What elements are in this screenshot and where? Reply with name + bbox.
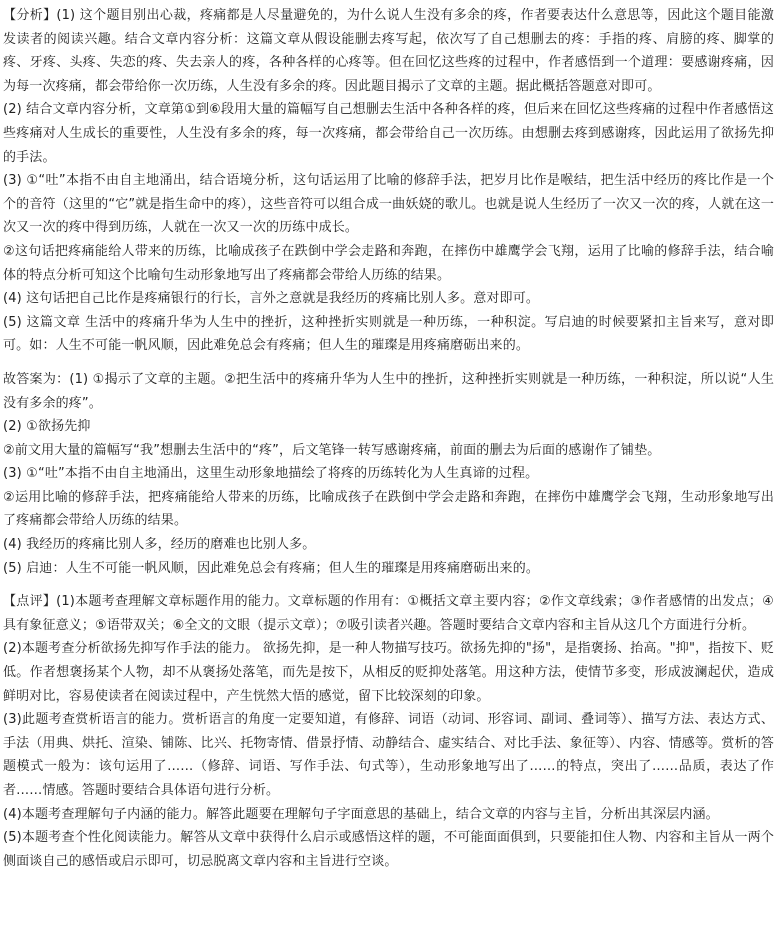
answer-paragraph: ②运用比喻的修辞手法，把疼痛能给人带来的历练，比喻成孩子在跌倒中学会走路和奔跑，在摔伤中雄鹰学会飞翔，生动形象地写出了疼痛都会带给人历练的结果。 [3,489,774,529]
answer-paragraph: ②前文用大量的篇幅写“我”想删去生活中的“疼”，后文笔锋一转写感谢疼痛，前面的删去为后面的感谢作了铺垫。 [3,442,661,458]
answer-paragraph: (3) ①“吐”本指不由自主地涌出，这里生动形象地描绘了将疼的历练转化为人生真谛的过程。 [3,466,539,482]
analysis-paragraph: (4) 这句话把自己比作是疼痛银行的行长，言外之意就是我经历的疼痛比别人多。意对即可。 [3,291,539,307]
analysis-paragraph: 【分析】(1) 这个题目别出心裁，疼痛都是人尽量避免的，为什么说人生没有多余的疼，作者要表达什么意思等，因此这个题目能激发读者的阅读兴趣。结合文章内容分析：这篇文章从假设能删去疼写起，依次写了自己想删去的疼：手指的疼、肩膀的疼、脚掌的疼、牙疼、头疼、失恋的疼、失去亲人的疼，各种各样的心疼等。但在回忆这些疼的过程中，作者感悟到一个道理：要感谢疼痛，因为每一次疼痛，都会带给你一次历练，人生没有多余的疼。因此题目揭示了文章的主题。据此概括答题意对即可。 [3,8,774,94]
analysis-paragraph: (5) 这篇文章 生活中的疼痛升华为人生中的挫折，这种挫折实则就是一种历练，一种积淀。写启迪的时候要紧扣主旨来写，意对即可。如：人生不可能一帆风顺，因此难免总会有疼痛；但人生的璀璨是用疼痛磨砺出来的。 [3,314,774,354]
comment-section [3,590,774,873]
analysis-paragraph: ②这句话把疼痛能给人带来的历练，比喻成孩子在跌倒中学会走路和奔跑，在摔伤中雄鹰学会飞翔，运用了比喻的修辞手法，结合喻体的特点分析可知这个比喻句生动形象地写出了疼痛都会带给人历练的结果。 [3,243,774,283]
analysis-section [3,4,774,358]
analysis-paragraph: (2) 结合文章内容分析，文章第①到⑥段用大量的篇幅写自己想删去生活中各种各样的疼，但后来在回忆这些疼痛的过程中作者感悟这些疼痛对人生成长的重要性，人生没有多余的疼，每一次疼痛，都会带给自己一次历练。由想删去疼到感谢疼，因此运用了欲扬先抑的手法。 [3,102,774,165]
analysis-paragraph: (3) ①“吐”本指不由自主地涌出，结合语境分析，这句话运用了比喻的修辞手法，把岁月比作是喉结，把生活中经历的疼比作是一个个的音符（这里的“它”就是指生命中的疼），这些音符可以组合成一曲妖娆的歌儿。也就是说人生经历了一次又一次的疼，人就在这一次又一次的疼中得到历练，人就在一次又一次的历练中成长。 [3,173,774,236]
answer-paragraph: (5) 启迪：人生不可能一帆风顺，因此难免总会有疼痛；但人生的璀璨是用疼痛磨砺出来的。 [3,560,539,576]
comment-paragraph: (3)此题考查赏析语言的能力。赏析语言的角度一定要知道，有修辞、词语（动词、形容词、副词、叠词等）、描写方法、表达方式、手法（用典、烘托、渲染、铺陈、比兴、托物寄情、借景抒情、动静结合、虚实结合、对比手法、象征等）、内容、情感等。赏析的答题模式一般为：该句运用了……（修辞、词语、写作手法、句式等），生动形象地写出了……的特点，突出了……品质，表达了作者……情感。答题时要结合具体语句进行分析。 [3,712,774,798]
answer-paragraph: 故答案为：(1) ①揭示了文章的主题。②把生活中的疼痛升华为人生中的挫折，这种挫折实则就是一种历练，一种积淀，所以说“人生没有多余的疼”。 [3,371,774,411]
comment-paragraph: (4)本题考查理解句子内涵的能力。解答此题要在理解句子字面意思的基础上，结合文章的内容与主旨，分析出其深层内涵。 [3,806,719,822]
comment-paragraph: 【点评】(1)本题考查理解文章标题作用的能力。文章标题的作用有：①概括文章主要内容；②作文章线索；③作者感情的出发点；④具有象征意义；⑤语带双关；⑥全文的文眼（提示文章）；⑦吸引读者兴趣。答题时要结合文章内容和主旨从这几个方面进行分析。 [3,594,774,633]
comment-paragraph: (2)本题考查分析欲扬先抑写作手法的能力。 欲扬先抑，是一种人物描写技巧。欲扬先抑的"扬"，是指褒扬、抬高。"抑"，指按下、贬低。作者想褒扬某个人物，却不从褒扬处落笔，而先是按下，从相反的贬抑处落笔。用这种方法，使情节多变，形成波澜起伏，造成鲜明对比，容易使读者在阅读过程中，产生恍然大悟的感觉，留下比较深刻的印象。 [3,641,774,704]
comment-paragraph: (5)本题考查个性化阅读能力。解答从文章中获得什么启示或感悟这样的题，不可能面面俱到，只要能扣住人物、内容和主旨从一两个侧面谈自己的感悟或启示即可，切忌脱离文章内容和主旨进行空谈。 [3,830,774,869]
answer-section [3,368,774,580]
answer-paragraph: (4) 我经历的疼痛比别人多，经历的磨难也比别人多。 [3,537,316,553]
answer-paragraph: (2) ①欲扬先抑 [3,419,91,435]
